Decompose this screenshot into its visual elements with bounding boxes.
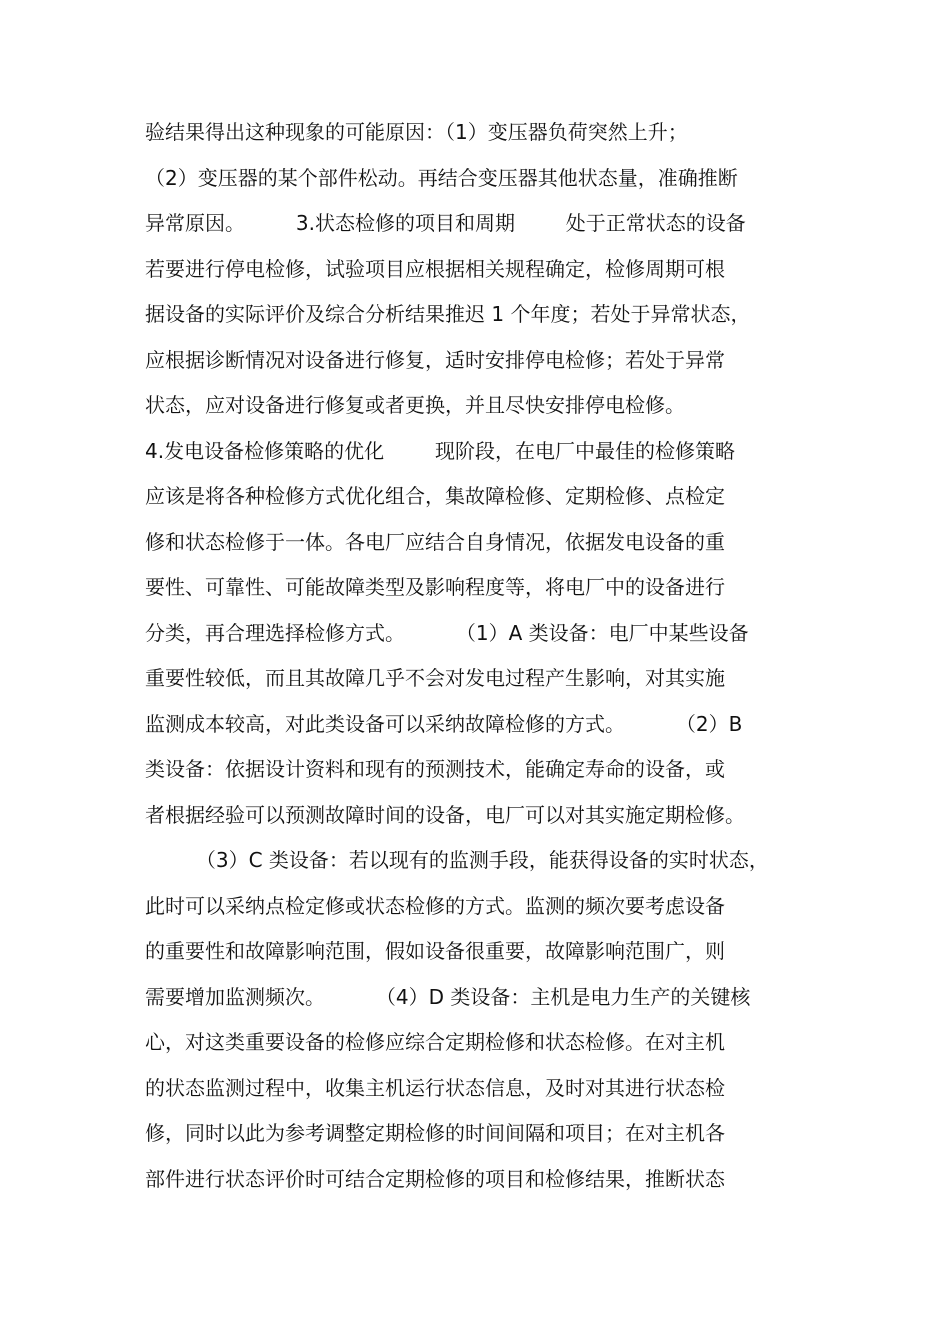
text-line: 要性、可靠性、可能故障类型及影响程度等，将电厂中的设备进行 — [145, 575, 725, 599]
text-line: 部件进行状态评价时可结合定期检修的项目和检修结果，推断状态 — [145, 1166, 725, 1191]
body-text — [145, 110, 825, 1202]
text-line: 异常原因。 3.状态检修的项目和周期 处于正常状态的设备 — [145, 211, 746, 235]
text-line: 此时可以采纳点检定修或状态检修的方式。监测的频次要考虑设备 — [145, 893, 725, 918]
text-line: 修，同时以此为参考调整定期检修的时间间隔和项目；在对主机各 — [145, 1121, 725, 1145]
text-line: 4.发电设备检修策略的优化 现阶段，在电厂中最佳的检修策略 — [145, 438, 735, 463]
text-line: 验结果得出这种现象的可能原因：（1）变压器负荷突然上升； — [145, 120, 688, 144]
text-line: 应该是将各种检修方式优化组合，集故障检修、定期检修、点检定 — [145, 484, 725, 508]
text-line: 修和状态检修于一体。各电厂应结合自身情况，依据发电设备的重 — [145, 529, 725, 554]
text-line: 类设备：依据设计资料和现有的预测技术，能确定寿命的设备，或 — [145, 757, 725, 781]
text-line: 据设备的实际评价及综合分析结果推迟 1 个年度；若处于异常状态， — [145, 302, 751, 326]
text-line: 的重要性和故障影响范围，假如设备很重要，故障影响范围广，则 — [145, 939, 725, 963]
text-line: 的状态监测过程中，收集主机运行状态信息，及时对其进行状态检 — [145, 1075, 725, 1100]
text-line: （3）C 类设备：若以现有的监测手段，能获得设备的实时状态， — [145, 848, 769, 872]
text-line: 监测成本较高，对此类设备可以采纳故障检修的方式。 （2）B — [145, 711, 743, 736]
text-line: 需要增加监测频次。 （4）D 类设备：主机是电力生产的关键核 — [145, 984, 751, 1009]
text-line: （2）变压器的某个部件松动。再结合变压器其他状态量，准确推断 — [145, 165, 738, 190]
text-line: 重要性较低，而且其故障几乎不会对发电过程产生影响，对其实施 — [145, 666, 725, 690]
text-line: 若要进行停电检修，试验项目应根据相关规程确定，检修周期可根 — [145, 256, 725, 281]
text-line: 状态，应对设备进行修复或者更换，并且尽快安排停电检修。 — [145, 393, 685, 417]
text-line: 者根据经验可以预测故障时间的设备，电厂可以对其实施定期检修。 — [145, 802, 745, 827]
text-line: 心，对这类重要设备的检修应综合定期检修和状态检修。在对主机 — [145, 1030, 725, 1054]
text-line: 分类，再合理选择检修方式。 （1）A 类设备：电厂中某些设备 — [145, 620, 749, 645]
text-line: 应根据诊断情况对设备进行修复，适时安排停电检修；若处于异常 — [145, 347, 725, 372]
